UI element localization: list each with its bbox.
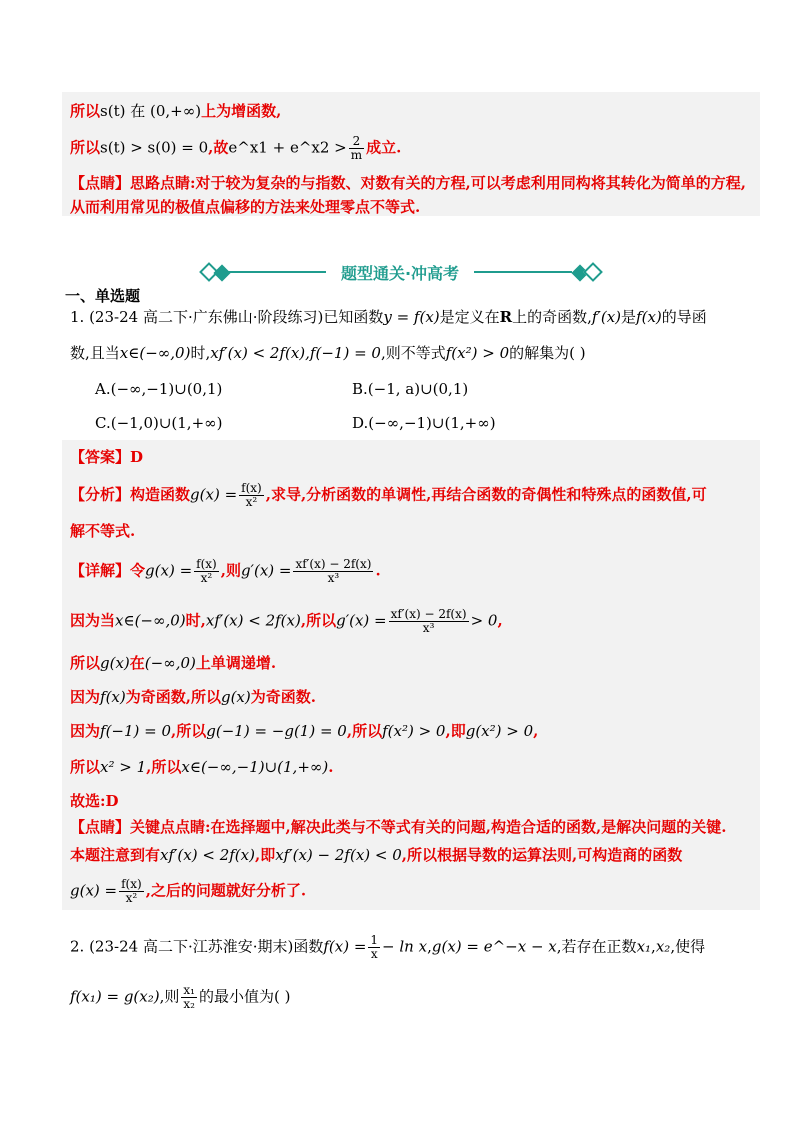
q1-line-1: 1. (23-24 高二下·广东佛山·阶段练习)已知函数y = f(x)是定义在R上的奇函数,f′(x)是f(x)的导函 (70, 308, 707, 326)
q1-result: 所以x² > 1,所以x∈(−∞,−1)∪(1,+∞). (70, 758, 334, 776)
banner-rule-left (228, 271, 326, 273)
q1-values: 因为f(−1) = 0,所以g(−1) = −g(1) = 0,所以f(x²) > 0,即g(x²) > 0, (70, 722, 539, 740)
q1-mono: 所以g(x)在(−∞,0)上单调递增. (70, 654, 277, 672)
q1-answer: 【答案】D (70, 448, 144, 466)
q1-key-3: g(x) = $\frac{f(x)}{\text{x²}}$ ,之后的问题就好分析了. (70, 877, 307, 905)
top-comment-1: 【点睛】思路点睛:对于较为复杂的与指数、对数有关的方程,可以考虑利用同构将其转化为简单的方程, (70, 174, 747, 192)
q1-detail: 【详解】令g(x) = $\frac{f(x)}{\text{x²}}$ ,则g′(x) = $\frac{xf'(x) - 2f(x)}{\text{x³}}$ . (70, 557, 381, 585)
q1-option-c: C.(−1,0)∪(1,+∞) (95, 414, 223, 432)
section-heading: 一、单选题 (65, 287, 141, 305)
top-line-2: 所以s(t) > s(0) = 0,故e^x1 + e^x2 > $\frac{2}{m}$ 成立. (70, 134, 402, 162)
q1-option-a: A.(−∞,−1)∪(0,1) (95, 380, 223, 398)
diamond-right-outline-icon (583, 262, 603, 282)
fraction-2-over-m: $\frac{2}{m}$ (350, 134, 363, 162)
q1-because-1: 因为当x∈(−∞,0)时,xf′(x) < 2f(x),所以g′(x) = $\frac{xf'(x) - 2f(x)}{\text{x³}}$ > 0, (70, 607, 503, 635)
banner-title: 题型通关·冲高考 (340, 264, 460, 283)
top-line-1: 所以s(t) 在 (0,+∞)上为增函数, (70, 102, 282, 120)
banner-rule-right (474, 271, 572, 273)
solution-shade-q1 (62, 440, 760, 910)
q1-key-2: 本题注意到有xf′(x) < 2f(x),即xf′(x) − 2f(x) < 0,所以根据导数的运算法则,可构造商的函数 (70, 846, 683, 864)
q1-choose: 故选:D (70, 792, 119, 810)
q1-analysis-2: 解不等式. (70, 522, 136, 540)
q1-option-b: B.(−1, a)∪(0,1) (352, 380, 469, 398)
q1-option-d: D.(−∞,−1)∪(1,+∞) (352, 414, 496, 432)
q1-line-2: 数,且当x∈(−∞,0)时,xf′(x) < 2f(x),f(−1) = 0,则不等式f(x²) > 0的解集为( ) (70, 344, 586, 362)
q1-analysis-1: 【分析】构造函数g(x) = $\frac{f(x)}{\text{x²}}$ ,求导,分析函数的单调性,再结合函数的奇偶性和特殊点的函数值,可 (70, 481, 707, 509)
q2-line-1: 2. (23-24 高二下·江苏淮安·期末)函数f(x) = $\frac{1}{x}$ − ln x,g(x) = e^−x − x,若存在正数x₁,x₂,使得 (70, 933, 706, 961)
top-comment-2: 从而利用常见的极值点偏移的方法来处理零点不等式. (70, 198, 421, 216)
q2-line-2: f(x₁) = g(x₂),则 $\frac{\text{x₁}}{\text{x₂}}$ 的最小值为( ) (70, 983, 291, 1011)
q1-key-1: 【点睛】关键点点睛:在选择题中,解决此类与不等式有关的问题,构造合适的函数,是解决问题的关键. (70, 818, 727, 836)
section-banner (200, 258, 600, 286)
diamond-left-fill-icon (214, 265, 231, 282)
q1-odd: 因为f(x)为奇函数,所以g(x)为奇函数. (70, 688, 316, 706)
